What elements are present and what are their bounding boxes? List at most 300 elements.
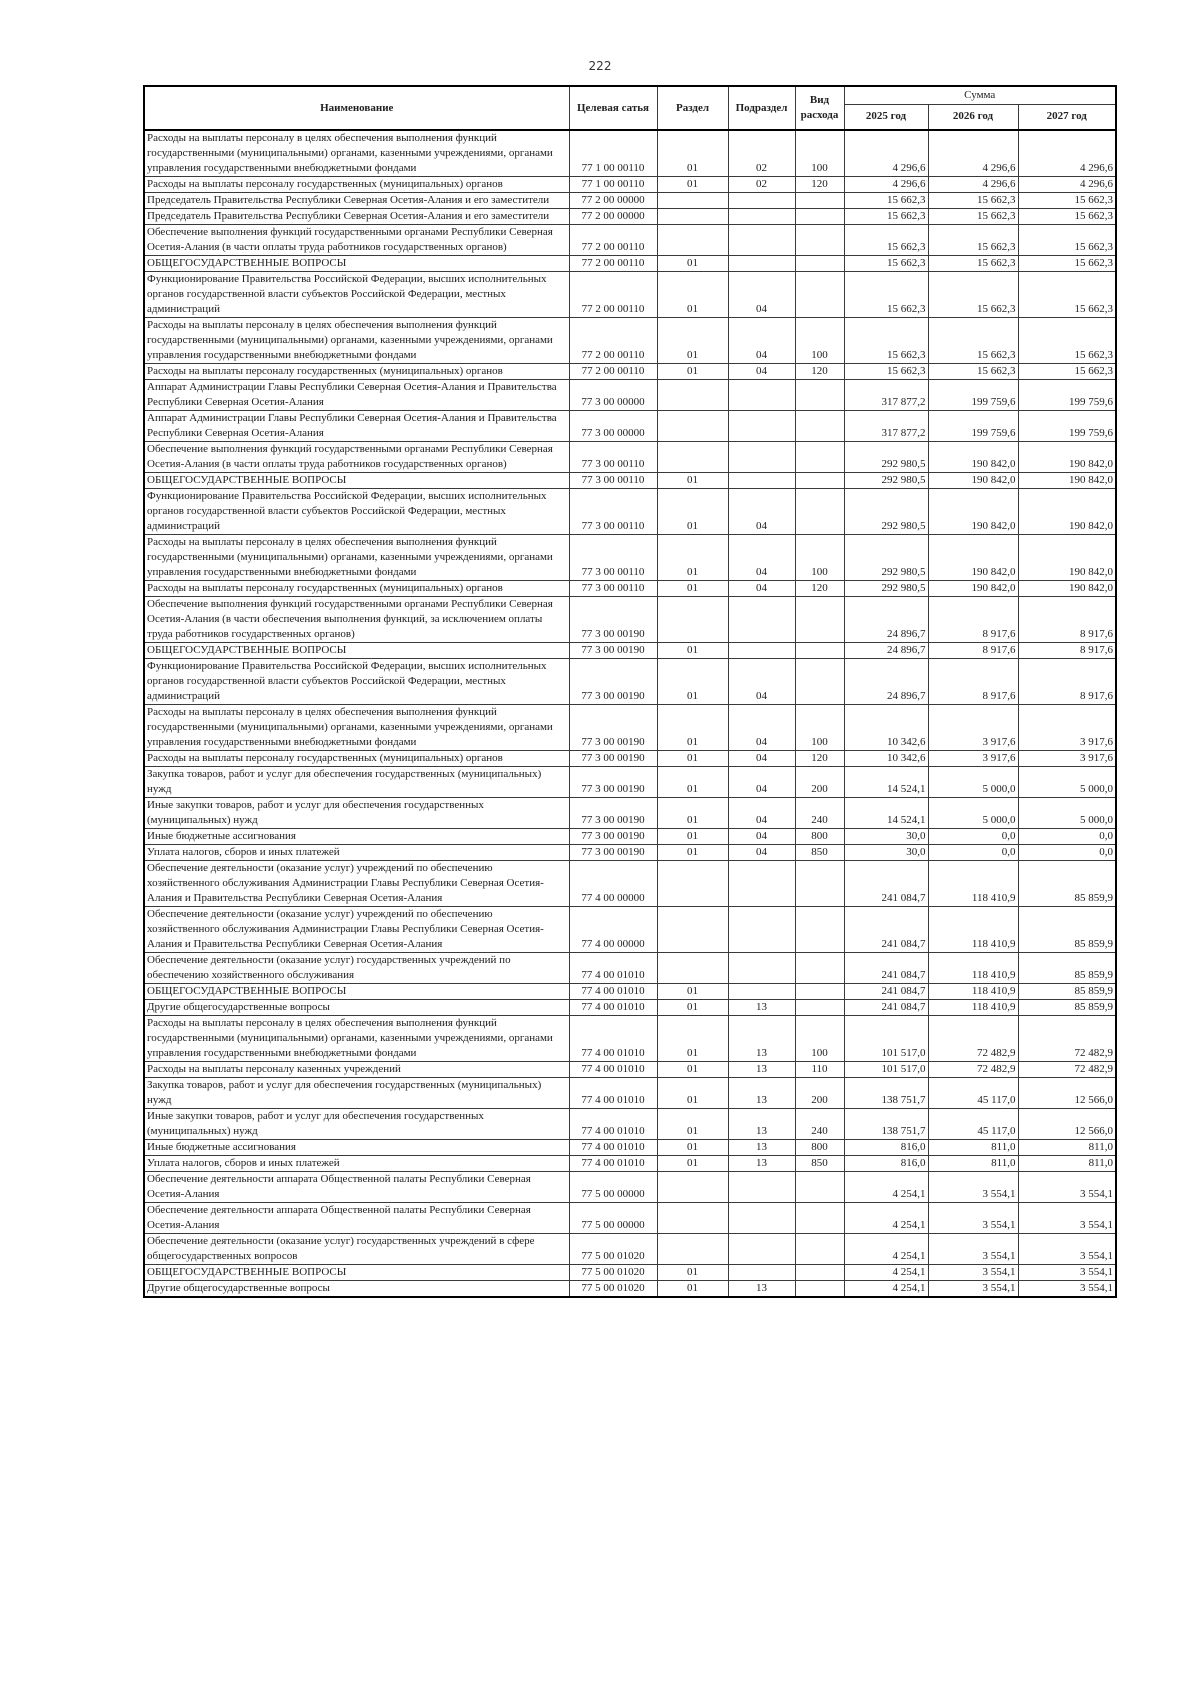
- cell-2025: 241 084,7: [844, 953, 928, 984]
- cell-subsection: 04: [728, 272, 795, 318]
- cell-section: 01: [657, 1016, 728, 1062]
- cell-2027: 199 759,6: [1018, 380, 1116, 411]
- cell-2027: 15 662,3: [1018, 272, 1116, 318]
- cell-section: 01: [657, 256, 728, 272]
- cell-target: 77 3 00 00110: [569, 535, 657, 581]
- table-row: [144, 177, 1116, 193]
- cell-exptype: 100: [795, 705, 844, 751]
- cell-section: 01: [657, 1109, 728, 1140]
- cell-2027: 3 554,1: [1018, 1172, 1116, 1203]
- cell-target: 77 5 00 00000: [569, 1172, 657, 1203]
- cell-exptype: [795, 1265, 844, 1281]
- cell-exptype: [795, 442, 844, 473]
- cell-subsection: [728, 225, 795, 256]
- cell-subsection: 13: [728, 1000, 795, 1016]
- cell-name: Обеспечение деятельности аппарата Общественной палаты Республики Северная Осетия-Алания: [144, 1203, 569, 1234]
- cell-target: 77 1 00 00110: [569, 130, 657, 177]
- cell-exptype: 200: [795, 767, 844, 798]
- cell-2026: 4 296,6: [928, 130, 1018, 177]
- cell-2025: 24 896,7: [844, 659, 928, 705]
- cell-name: Расходы на выплаты персоналу в целях обеспечения выполнения функций государственными (муниципальными) органами, казенными учреждениями, органами управления государственными внебюджетными фондами: [144, 130, 569, 177]
- table-row: [144, 193, 1116, 209]
- cell-target: 77 3 00 00190: [569, 643, 657, 659]
- cell-target: 77 5 00 01020: [569, 1265, 657, 1281]
- cell-exptype: [795, 1203, 844, 1234]
- cell-2025: 292 980,5: [844, 473, 928, 489]
- cell-2027: 5 000,0: [1018, 798, 1116, 829]
- cell-2027: 190 842,0: [1018, 535, 1116, 581]
- cell-2025: 15 662,3: [844, 318, 928, 364]
- cell-subsection: 04: [728, 705, 795, 751]
- cell-section: 01: [657, 1156, 728, 1172]
- cell-2025: 816,0: [844, 1140, 928, 1156]
- cell-section: [657, 1203, 728, 1234]
- cell-section: [657, 1172, 728, 1203]
- cell-target: 77 4 00 01010: [569, 1078, 657, 1109]
- cell-section: 01: [657, 489, 728, 535]
- cell-2026: 190 842,0: [928, 489, 1018, 535]
- cell-target: 77 3 00 00190: [569, 705, 657, 751]
- cell-2026: 0,0: [928, 845, 1018, 861]
- cell-subsection: [728, 861, 795, 907]
- cell-name: Расходы на выплаты персоналу в целях обеспечения выполнения функций государственными (муниципальными) органами, казенными учреждениями, органами управления государственными внебюджетными фондами: [144, 318, 569, 364]
- cell-section: [657, 193, 728, 209]
- table-row: [144, 411, 1116, 442]
- cell-exptype: [795, 907, 844, 953]
- cell-section: 01: [657, 705, 728, 751]
- cell-2025: 317 877,2: [844, 411, 928, 442]
- cell-target: 77 3 00 00190: [569, 798, 657, 829]
- cell-2027: 3 554,1: [1018, 1265, 1116, 1281]
- cell-2026: 8 917,6: [928, 659, 1018, 705]
- cell-2025: 4 296,6: [844, 177, 928, 193]
- header-sum: Сумма: [844, 86, 1116, 104]
- cell-2026: 190 842,0: [928, 442, 1018, 473]
- cell-section: [657, 907, 728, 953]
- cell-2027: 3 917,6: [1018, 751, 1116, 767]
- cell-section: 01: [657, 318, 728, 364]
- cell-section: 01: [657, 1265, 728, 1281]
- cell-2027: 3 554,1: [1018, 1234, 1116, 1265]
- cell-name: Обеспечение выполнения функций государственными органами Республики Северная Осетия-Алания (в части оплаты труда работников государственных органов): [144, 442, 569, 473]
- cell-section: [657, 953, 728, 984]
- cell-section: [657, 209, 728, 225]
- cell-2027: 15 662,3: [1018, 209, 1116, 225]
- cell-name: Другие общегосударственные вопросы: [144, 1000, 569, 1016]
- header-year-2026: 2026 год: [928, 104, 1018, 130]
- cell-section: 01: [657, 1078, 728, 1109]
- cell-2025: 241 084,7: [844, 1000, 928, 1016]
- cell-2025: 241 084,7: [844, 861, 928, 907]
- cell-subsection: [728, 1265, 795, 1281]
- cell-subsection: [728, 953, 795, 984]
- cell-subsection: 04: [728, 581, 795, 597]
- table-row: [144, 845, 1116, 861]
- cell-target: 77 2 00 00000: [569, 209, 657, 225]
- table-row: [144, 597, 1116, 643]
- table-row: [144, 1172, 1116, 1203]
- cell-section: [657, 861, 728, 907]
- cell-section: 01: [657, 984, 728, 1000]
- cell-subsection: [728, 984, 795, 1000]
- table-row: [144, 907, 1116, 953]
- cell-2027: 811,0: [1018, 1140, 1116, 1156]
- cell-2025: 292 980,5: [844, 535, 928, 581]
- cell-name: Уплата налогов, сборов и иных платежей: [144, 1156, 569, 1172]
- cell-2025: 15 662,3: [844, 256, 928, 272]
- cell-target: 77 3 00 00000: [569, 411, 657, 442]
- cell-section: 01: [657, 130, 728, 177]
- cell-2027: 3 917,6: [1018, 705, 1116, 751]
- cell-2025: 138 751,7: [844, 1109, 928, 1140]
- cell-exptype: 120: [795, 751, 844, 767]
- cell-name: Закупка товаров, работ и услуг для обеспечения государственных (муниципальных) нужд: [144, 1078, 569, 1109]
- table-row: [144, 473, 1116, 489]
- cell-2025: 10 342,6: [844, 705, 928, 751]
- cell-2027: 0,0: [1018, 845, 1116, 861]
- table-row: [144, 1016, 1116, 1062]
- cell-subsection: 04: [728, 845, 795, 861]
- cell-2025: 15 662,3: [844, 364, 928, 380]
- cell-2026: 8 917,6: [928, 643, 1018, 659]
- cell-name: Функционирование Правительства Российской Федерации, высших исполнительных органов государственной власти субъектов Российской Федерации, местных администраций: [144, 659, 569, 705]
- cell-target: 77 3 00 00110: [569, 442, 657, 473]
- cell-2027: 8 917,6: [1018, 643, 1116, 659]
- cell-section: 01: [657, 1281, 728, 1298]
- cell-subsection: [728, 256, 795, 272]
- cell-2027: 3 554,1: [1018, 1281, 1116, 1298]
- cell-2027: 85 859,9: [1018, 953, 1116, 984]
- cell-section: [657, 225, 728, 256]
- cell-exptype: 100: [795, 535, 844, 581]
- table-row: [144, 272, 1116, 318]
- cell-target: 77 5 00 01020: [569, 1281, 657, 1298]
- table-row: [144, 489, 1116, 535]
- cell-2026: 0,0: [928, 829, 1018, 845]
- cell-2026: 72 482,9: [928, 1062, 1018, 1078]
- cell-target: 77 4 00 01010: [569, 1016, 657, 1062]
- table-row: [144, 1140, 1116, 1156]
- cell-exptype: [795, 1234, 844, 1265]
- cell-2027: 190 842,0: [1018, 489, 1116, 535]
- cell-target: 77 5 00 00000: [569, 1203, 657, 1234]
- cell-2027: 190 842,0: [1018, 581, 1116, 597]
- cell-2027: 72 482,9: [1018, 1016, 1116, 1062]
- cell-2026: 3 917,6: [928, 751, 1018, 767]
- table-row: [144, 767, 1116, 798]
- cell-section: 01: [657, 643, 728, 659]
- cell-name: ОБЩЕГОСУДАРСТВЕННЫЕ ВОПРОСЫ: [144, 1265, 569, 1281]
- cell-target: 77 3 00 00190: [569, 829, 657, 845]
- cell-subsection: [728, 473, 795, 489]
- cell-2027: 15 662,3: [1018, 256, 1116, 272]
- cell-exptype: 800: [795, 1140, 844, 1156]
- cell-subsection: 04: [728, 318, 795, 364]
- cell-exptype: 120: [795, 581, 844, 597]
- cell-name: Председатель Правительства Республики Северная Осетия-Алания и его заместители: [144, 209, 569, 225]
- cell-name: ОБЩЕГОСУДАРСТВЕННЫЕ ВОПРОСЫ: [144, 643, 569, 659]
- cell-2025: 4 254,1: [844, 1234, 928, 1265]
- table-row: [144, 364, 1116, 380]
- cell-2026: 190 842,0: [928, 473, 1018, 489]
- cell-target: 77 2 00 00110: [569, 318, 657, 364]
- cell-section: [657, 411, 728, 442]
- cell-exptype: [795, 411, 844, 442]
- cell-2027: 15 662,3: [1018, 364, 1116, 380]
- table-row: [144, 1265, 1116, 1281]
- cell-2026: 15 662,3: [928, 272, 1018, 318]
- cell-section: 01: [657, 1000, 728, 1016]
- cell-2025: 292 980,5: [844, 581, 928, 597]
- cell-name: Обеспечение деятельности (оказание услуг) учреждений по обеспечению хозяйственного обслуживания Администрации Главы Республики Северная Осетия-Алания и Правительства Республики Северная Осетия-Алания: [144, 907, 569, 953]
- cell-name: Уплата налогов, сборов и иных платежей: [144, 845, 569, 861]
- cell-subsection: [728, 1172, 795, 1203]
- cell-subsection: 04: [728, 798, 795, 829]
- cell-2027: 811,0: [1018, 1156, 1116, 1172]
- cell-subsection: 04: [728, 364, 795, 380]
- cell-2026: 118 410,9: [928, 1000, 1018, 1016]
- cell-2027: 4 296,6: [1018, 177, 1116, 193]
- cell-2025: 292 980,5: [844, 489, 928, 535]
- cell-exptype: [795, 597, 844, 643]
- table-body: [144, 130, 1116, 1297]
- table-row: [144, 829, 1116, 845]
- header-name: Наименование: [144, 86, 569, 130]
- cell-target: 77 4 00 00000: [569, 907, 657, 953]
- cell-subsection: 04: [728, 751, 795, 767]
- cell-section: 01: [657, 581, 728, 597]
- cell-exptype: [795, 953, 844, 984]
- cell-exptype: 100: [795, 130, 844, 177]
- cell-2027: 85 859,9: [1018, 861, 1116, 907]
- cell-2026: 15 662,3: [928, 193, 1018, 209]
- cell-section: [657, 442, 728, 473]
- table-row: [144, 1078, 1116, 1109]
- page-number: 222: [588, 59, 612, 73]
- cell-section: 01: [657, 364, 728, 380]
- cell-subsection: [728, 1234, 795, 1265]
- cell-exptype: [795, 225, 844, 256]
- cell-2026: 199 759,6: [928, 411, 1018, 442]
- cell-target: 77 2 00 00000: [569, 193, 657, 209]
- cell-2025: 4 254,1: [844, 1265, 928, 1281]
- cell-target: 77 5 00 01020: [569, 1234, 657, 1265]
- table-row: [144, 1109, 1116, 1140]
- cell-target: 77 4 00 00000: [569, 861, 657, 907]
- cell-exptype: [795, 193, 844, 209]
- cell-name: Расходы на выплаты персоналу казенных учреждений: [144, 1062, 569, 1078]
- table-row: [144, 659, 1116, 705]
- cell-target: 77 2 00 00110: [569, 225, 657, 256]
- cell-subsection: [728, 907, 795, 953]
- cell-name: Председатель Правительства Республики Северная Осетия-Алания и его заместители: [144, 193, 569, 209]
- table-row: [144, 256, 1116, 272]
- cell-name: Закупка товаров, работ и услуг для обеспечения государственных (муниципальных) нужд: [144, 767, 569, 798]
- header-subsection: Подраздел: [728, 86, 795, 130]
- cell-subsection: 13: [728, 1109, 795, 1140]
- cell-name: ОБЩЕГОСУДАРСТВЕННЫЕ ВОПРОСЫ: [144, 256, 569, 272]
- cell-section: [657, 1234, 728, 1265]
- cell-2026: 3 554,1: [928, 1172, 1018, 1203]
- cell-subsection: 02: [728, 177, 795, 193]
- cell-2026: 72 482,9: [928, 1016, 1018, 1062]
- cell-target: 77 3 00 00110: [569, 581, 657, 597]
- cell-exptype: [795, 1172, 844, 1203]
- cell-section: 01: [657, 535, 728, 581]
- cell-section: 01: [657, 473, 728, 489]
- table-row: [144, 581, 1116, 597]
- table-row: [144, 953, 1116, 984]
- cell-2026: 3 554,1: [928, 1234, 1018, 1265]
- cell-name: Расходы на выплаты персоналу государственных (муниципальных) органов: [144, 364, 569, 380]
- cell-2025: 317 877,2: [844, 380, 928, 411]
- cell-name: Обеспечение деятельности (оказание услуг) государственных учреждений в сфере общегосударственных вопросов: [144, 1234, 569, 1265]
- cell-exptype: 240: [795, 1109, 844, 1140]
- cell-subsection: 02: [728, 130, 795, 177]
- table-row: [144, 705, 1116, 751]
- cell-2026: 15 662,3: [928, 318, 1018, 364]
- cell-2025: 14 524,1: [844, 767, 928, 798]
- cell-subsection: 13: [728, 1078, 795, 1109]
- cell-section: 01: [657, 767, 728, 798]
- cell-exptype: 100: [795, 1016, 844, 1062]
- table-row: [144, 751, 1116, 767]
- cell-target: 77 4 00 01010: [569, 953, 657, 984]
- cell-2026: 3 554,1: [928, 1265, 1018, 1281]
- cell-2025: 816,0: [844, 1156, 928, 1172]
- cell-subsection: 04: [728, 489, 795, 535]
- cell-2025: 14 524,1: [844, 798, 928, 829]
- cell-2027: 5 000,0: [1018, 767, 1116, 798]
- cell-target: 77 3 00 00110: [569, 489, 657, 535]
- cell-section: 01: [657, 829, 728, 845]
- cell-name: Обеспечение деятельности (оказание услуг) государственных учреждений по обеспечению хозяйственного обслуживания: [144, 953, 569, 984]
- cell-2027: 0,0: [1018, 829, 1116, 845]
- cell-exptype: [795, 659, 844, 705]
- cell-name: Иные закупки товаров, работ и услуг для обеспечения государственных (муниципальных) нужд: [144, 798, 569, 829]
- cell-name: Обеспечение деятельности аппарата Общественной палаты Республики Северная Осетия-Алания: [144, 1172, 569, 1203]
- cell-subsection: [728, 442, 795, 473]
- cell-2026: 199 759,6: [928, 380, 1018, 411]
- cell-2027: 85 859,9: [1018, 1000, 1116, 1016]
- cell-target: 77 2 00 00110: [569, 256, 657, 272]
- cell-2027: 15 662,3: [1018, 318, 1116, 364]
- cell-2025: 15 662,3: [844, 272, 928, 318]
- cell-2027: 190 842,0: [1018, 442, 1116, 473]
- cell-name: Обеспечение выполнения функций государственными органами Республики Северная Осетия-Алания (в части обеспечения выполнения функций, за исключением оплаты труда работников государственных органов): [144, 597, 569, 643]
- cell-exptype: [795, 272, 844, 318]
- cell-target: 77 3 00 00190: [569, 845, 657, 861]
- cell-subsection: [728, 209, 795, 225]
- cell-2027: 72 482,9: [1018, 1062, 1116, 1078]
- table-row: [144, 1281, 1116, 1298]
- table-row: [144, 984, 1116, 1000]
- header-year-2027: 2027 год: [1018, 104, 1116, 130]
- cell-subsection: 04: [728, 767, 795, 798]
- cell-subsection: 13: [728, 1281, 795, 1298]
- cell-2026: 190 842,0: [928, 535, 1018, 581]
- cell-2025: 241 084,7: [844, 984, 928, 1000]
- cell-target: 77 4 00 01010: [569, 1156, 657, 1172]
- cell-exptype: [795, 489, 844, 535]
- cell-2026: 8 917,6: [928, 597, 1018, 643]
- cell-target: 77 3 00 00190: [569, 659, 657, 705]
- cell-subsection: [728, 643, 795, 659]
- table-row: [144, 535, 1116, 581]
- cell-exptype: [795, 209, 844, 225]
- table-row: [144, 318, 1116, 364]
- cell-2026: 45 117,0: [928, 1078, 1018, 1109]
- cell-2025: 15 662,3: [844, 225, 928, 256]
- cell-2027: 8 917,6: [1018, 597, 1116, 643]
- cell-name: Расходы на выплаты персоналу в целях обеспечения выполнения функций государственными (муниципальными) органами, казенными учреждениями, органами управления государственными внебюджетными фондами: [144, 535, 569, 581]
- cell-exptype: 240: [795, 798, 844, 829]
- cell-exptype: [795, 984, 844, 1000]
- cell-2026: 118 410,9: [928, 907, 1018, 953]
- table-row: [144, 1203, 1116, 1234]
- cell-target: 77 4 00 01010: [569, 1109, 657, 1140]
- cell-2026: 811,0: [928, 1140, 1018, 1156]
- cell-2026: 811,0: [928, 1156, 1018, 1172]
- cell-target: 77 3 00 00000: [569, 380, 657, 411]
- cell-name: Функционирование Правительства Российской Федерации, высших исполнительных органов государственной власти субъектов Российской Федерации, местных администраций: [144, 489, 569, 535]
- cell-name: Расходы на выплаты персоналу государственных (муниципальных) органов: [144, 581, 569, 597]
- cell-subsection: [728, 1203, 795, 1234]
- cell-exptype: 110: [795, 1062, 844, 1078]
- cell-name: Аппарат Администрации Главы Республики Северная Осетия-Алания и Правительства Республики Северная Осетия-Алания: [144, 380, 569, 411]
- cell-subsection: 13: [728, 1156, 795, 1172]
- cell-2026: 15 662,3: [928, 225, 1018, 256]
- cell-exptype: 800: [795, 829, 844, 845]
- cell-subsection: [728, 380, 795, 411]
- header-target: Целевая сатья: [569, 86, 657, 130]
- table-row: [144, 130, 1116, 177]
- cell-exptype: 200: [795, 1078, 844, 1109]
- cell-2027: 8 917,6: [1018, 659, 1116, 705]
- cell-2025: 15 662,3: [844, 193, 928, 209]
- cell-2025: 15 662,3: [844, 209, 928, 225]
- cell-2025: 4 254,1: [844, 1281, 928, 1298]
- cell-2026: 5 000,0: [928, 798, 1018, 829]
- cell-subsection: [728, 597, 795, 643]
- cell-2027: 190 842,0: [1018, 473, 1116, 489]
- cell-exptype: [795, 1000, 844, 1016]
- cell-name: ОБЩЕГОСУДАРСТВЕННЫЕ ВОПРОСЫ: [144, 984, 569, 1000]
- cell-section: 01: [657, 845, 728, 861]
- table-row: [144, 442, 1116, 473]
- cell-exptype: [795, 861, 844, 907]
- cell-target: 77 1 00 00110: [569, 177, 657, 193]
- cell-section: [657, 597, 728, 643]
- cell-2027: 12 566,0: [1018, 1109, 1116, 1140]
- cell-2025: 101 517,0: [844, 1016, 928, 1062]
- cell-target: 77 3 00 00190: [569, 597, 657, 643]
- cell-name: Другие общегосударственные вопросы: [144, 1281, 569, 1298]
- cell-2026: 3 554,1: [928, 1281, 1018, 1298]
- cell-2025: 4 254,1: [844, 1172, 928, 1203]
- cell-name: Расходы на выплаты персоналу в целях обеспечения выполнения функций государственными (муниципальными) органами, казенными учреждениями, органами управления государственными внебюджетными фондами: [144, 1016, 569, 1062]
- cell-target: 77 4 00 01010: [569, 1000, 657, 1016]
- cell-target: 77 4 00 01010: [569, 1062, 657, 1078]
- cell-exptype: [795, 1281, 844, 1298]
- header-exptype: Вид расхода: [795, 86, 844, 130]
- cell-2027: 15 662,3: [1018, 225, 1116, 256]
- cell-2027: 199 759,6: [1018, 411, 1116, 442]
- table-row: [144, 1062, 1116, 1078]
- cell-2026: 118 410,9: [928, 984, 1018, 1000]
- cell-2026: 118 410,9: [928, 953, 1018, 984]
- cell-section: 01: [657, 177, 728, 193]
